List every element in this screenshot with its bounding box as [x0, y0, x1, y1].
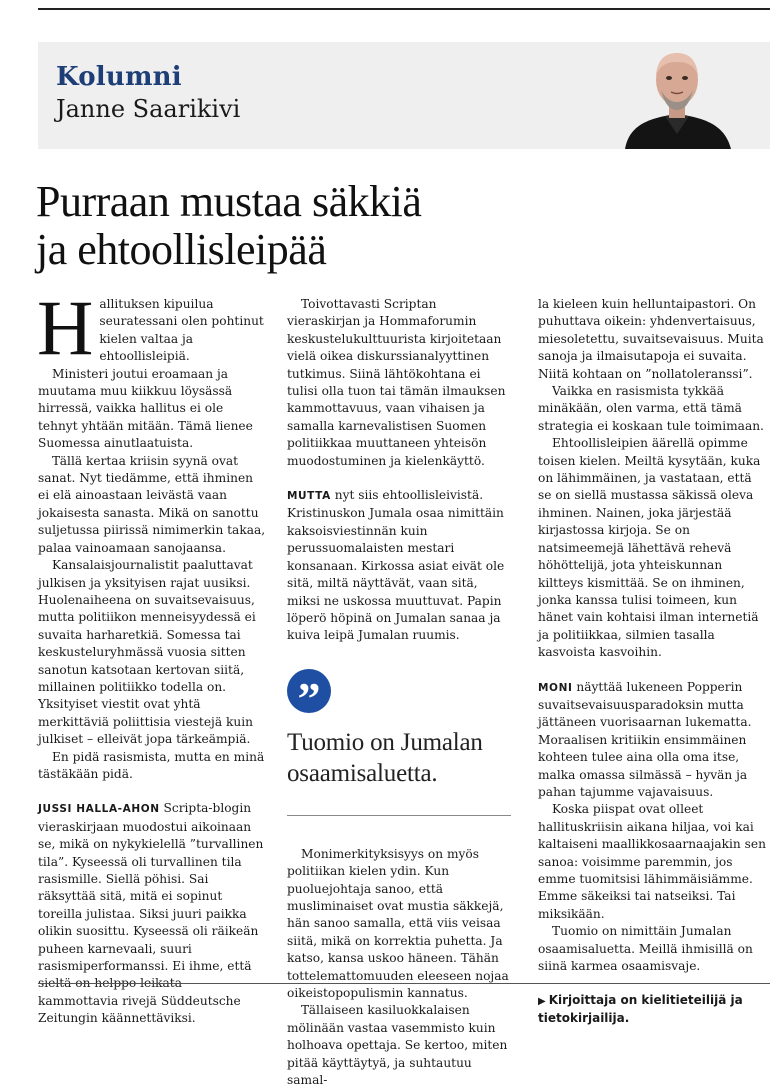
paragraph: Toivottavasti Scriptan vieraskirjan ja Hommaforumin keskustelukulttuurista kirjoitetaan vielä oikea diskurssianalyyttinen tutkimus. Siinä lähtökohtana ei tulisi olla tuon tai tämän ilmauksen kammottavuus, vaan vihaisen ja samalla karnevalistisen Suomen politiikkaa muuttaneen yhteisön muodostuminen ja kielenkäyttö. — [287, 297, 506, 468]
paragraph — [37, 284, 266, 371]
author-portrait — [585, 42, 770, 149]
lead-in: MUTTA — [287, 490, 331, 503]
author-footnote — [538, 992, 768, 1027]
drop-cap: H — [37, 284, 94, 371]
paragraph: Koska piispat ovat olleet hallituskriisin aikana hiljaa, voi kai kaltaiseni maallikkosaarnaajakin sen sanoa: voisimme paremmin, jos emme tuomitsisi lähimmäisiämme. Emme säkeiksi tai natseiksi. Tai miksikään. — [538, 802, 766, 921]
paragraph — [287, 487, 511, 645]
triangle-icon: ▶ — [538, 996, 546, 1008]
paragraph-text: allituksen kipuilua seuratessani olen pohtinut kielen valtaa ja ehtoollisleipiä. — [99, 297, 264, 364]
paragraph: Ministeri joutui eroamaan ja muutama muu kiikkuu löysässä hirressä, vaikka hallitus ei ole tehnyt yhtään mitään. Tämä lienee Suomessa ainutlaatuista. — [38, 366, 253, 451]
paragraph-text: nyt siis ehtoollisleivistä. Kristinuskon Jumala osaa nimittäin kaksoisviestinnän kuin perussuomalaisten mestari konsanaan. Kirkossa asiat eivät ole sitä, miltä näyttävät, vaan sitä, miksi ne uskossa muuttuvat. Papin löperö höpinä on Jumalan sanaa ja kuiva leipä Jumalan ruumis. — [287, 488, 505, 643]
headline — [36, 178, 736, 274]
paragraph-text: Scripta-blogin vieraskirjaan muodostui aikoinaan se, mikä on nykykielellä ”turvallinen tila”. Kyseessä oli turvallinen tila rasismille. Siellä pöhisi. Sai räksyttää sitä, mitä ei sopinut toreilla julistaa. Siksi juuri paikka olikin suosittu. Kyseessä oli räikeän puheen karnevaali, suuri rasismiperformanssi. Ei ihme, että sieltä on helppo leikata kammottavia rivejä Süddeutsche Zeitungin käännettäviksi. — [38, 801, 264, 1026]
top-rule — [38, 8, 770, 10]
paragraph: Tällaiseen kasiluokkalaisen mölinään vastaa vasemmisto kuin holhoava opettaja. Se kertoo, miten pitää käyttäytyä, ja suhtautuu samal- — [287, 1003, 508, 1087]
section-label: Kolumni — [56, 62, 182, 92]
column-3 — [538, 296, 768, 1027]
paragraph-text: näyttää lukeneen Popperin suvaitsevaisuusparadoksin mutta jättäneen vuorisaarnan lukematta. Moraalisen kritiikin ensimmäinen kohteen tulee aina olla oma itse, malka omassa silmässä – hyvän ja pahan tajumme vajavaisuus. — [538, 679, 752, 799]
paragraph: la kieleen kuin helluntaipastori. On puhuttava oikein: yhdenvertaisuus, miesoletettu, suvaitsevaisuus. Muita sanoja ja ilmaisutapoja ei suvaita. Niitä kohtaan on ”nollatoleranssi”. — [538, 297, 764, 381]
paragraph: Vaikka en rasismista tykkää minäkään, olen varma, että tämä strategia ei koskaan tule toimimaan. — [538, 384, 764, 433]
paragraph: Kansalaisjournalistit paaluttavat julkisen ja yksityisen rajat uusiksi. Huolenaiheena on suvaitsevaisuus, mutta politiikon menneisyydessä ei suvaita harharetkiä. Somessa tai keskusteluryhmässä vuosia sitten sanotun katsotaan kertovan siitä, millainen politiikko todella on. Yksityiset viestit ovat yhtä merkittäviä poliittisia viestejä kuin julkiset – elleivät jopa tärkeämpiä. — [38, 558, 256, 747]
paragraph: En pidä rasismista, mutta en minä tästäkään pidä. — [38, 749, 265, 781]
paragraph: Ehtoollisleipien äärellä opimme toisen kielen. Meiltä kysytään, kuka on lähimmäinen, ja vastataan, että se on siellä mustassa säkissä oleva ihminen. Nainen, joka järjestää kirjastossa kirjoja. Se on natsimeemejä lähettävä rehevä höhöttelijä, jota yhteiskunnan kiltteys kismittää. Se on ihminen, jonka kanssa tulisi toimeen, kun hänet vain kohtaisi ilman internetiä ja politiikkaa, silmien tasalla kasvoista kasvoihin. — [538, 436, 761, 660]
headline-line-1: Purraan mustaa säkkiä — [36, 177, 422, 226]
footnote-text: Kirjoittaja on kielitieteilijä ja tietokirjailija. — [538, 993, 743, 1026]
paragraph — [538, 679, 768, 802]
column-2 — [287, 296, 511, 1089]
quote-icon: ” — [287, 669, 331, 713]
author-name: Janne Saarikivi — [56, 95, 241, 123]
paragraph: Tällä kertaa kriisin syynä ovat sanat. Nyt tiedämme, että ihminen ei elä ainoastaan leivästä vaan jokaisesta sanasta. Mikä on sanottu suljetussa piirissä nimimerkin takaa, palaa vainoamaan sanojaansa. — [38, 453, 266, 555]
paragraph: Tuomio on nimittäin Jumalan osaamisaluetta. Meillä ihmisillä on siinä karmea osaamisvaje. — [538, 924, 753, 974]
lead-in: JUSSI HALLA-AHON — [38, 803, 160, 816]
lead-in: MONI — [538, 681, 573, 694]
column-1 — [37, 284, 266, 1028]
paragraph — [38, 800, 266, 1027]
column-header — [38, 42, 770, 149]
pull-quote: Tuomio on Jumalan osaamisaluetta. — [287, 728, 483, 787]
quote-divider — [287, 815, 511, 816]
bottom-rule — [38, 983, 770, 984]
headline-line-2: ja ehtoollisleipää — [36, 225, 327, 274]
paragraph: Monimerkityksisyys on myös politiikan kielen ydin. Kun puoluejohtaja sanoo, että musliminaiset ovat mustia säkkejä, hän sanoo samalla, että viis veisaa siitä, mikä on korrektia puhetta. Ja katso, kansa uskoo häneen. Tähän tottelemattomuuden eleeseen nojaa oikeistopopulismin kannatus. — [287, 846, 509, 1000]
